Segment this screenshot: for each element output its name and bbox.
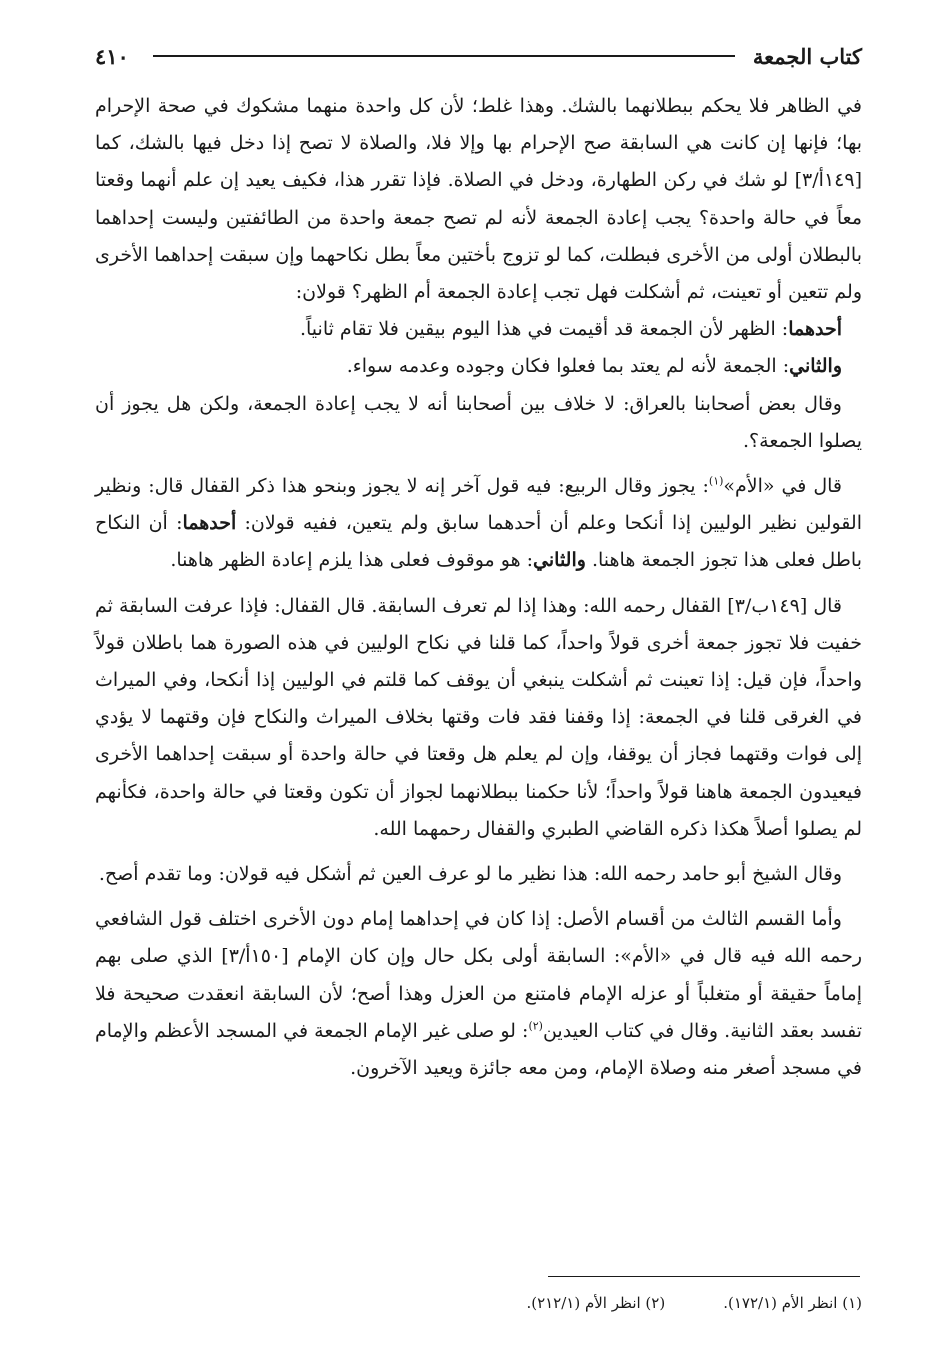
page-header [95, 38, 862, 74]
footnote-rule [548, 1276, 860, 1277]
paragraph-text: قال في «الأم» [723, 475, 842, 498]
paragraph [95, 348, 862, 385]
paragraph [95, 311, 862, 348]
paragraph-text: : أن النكاح باطل فعلى هذا تجوز الجمعة هاهنا. [95, 512, 862, 572]
paragraph-text: : هو موقوف فعلى هذا يلزم إعادة الظهر هاهنا. [170, 549, 534, 572]
paragraph: وقال الشيخ أبو حامد رحمه الله: هذا نظير ما لو عرف العين ثم أشكل فيه قولان: وما تقدم أصح. [98, 863, 842, 886]
paragraph [95, 901, 862, 1087]
lead-word: أحدهما [182, 512, 237, 535]
paragraph-text: : الظهر لأن الجمعة قد أقيمت في هذا اليوم بيقين فلا تقام ثانياً. [299, 318, 789, 341]
book-title: كتاب الجمعة [752, 43, 862, 69]
page-number: ٤١٠ [95, 43, 129, 69]
header-rule [153, 55, 735, 57]
lead-word: والثاني [789, 355, 842, 378]
footnote: (١) انظر الأم (١٧٢/١). [723, 1294, 862, 1312]
paragraph-text: : لو صلى غير الإمام الجمعة في المسجد الأعظم والإمام في مسجد أصغر منه وصلاة الإمام، ومن معه جائزة ويعيد الآخرون. [95, 1019, 862, 1080]
body-text [95, 88, 862, 1087]
footnote: (٢) انظر الأم (٢١٢/١). [526, 1294, 666, 1312]
paragraph: وقال بعض أصحابنا بالعراق: لا خلاف بين أصحابنا أنه لا يجب إعادة الجمعة، ولكن هل يجوز أن يصلوا الجمعة؟. [95, 392, 862, 452]
footnote-ref: (١) [708, 474, 724, 488]
paragraph [95, 468, 862, 580]
lead-word: أحدهما [788, 318, 842, 341]
paragraph: قال [١٤٩ب/٣] القفال رحمه الله: وهذا إذا لم تعرف السابقة. قال القفال: فإذا عرفت السابقة ثم خفيت فلا تجوز جمعة أخرى قولاً واحداً، كما قلنا في نكاح الوليين في هذه الصورة هما باطلان قولاً واحداً، فإن قيل: إذا تعينت ثم أشكلت ينبغي أن يوقف كما قلتم في الوليين إذا أنكحا، وفي الميراث في الغرقى قلنا في الجمعة: إذا وقفنا فقد فات وقتها بخلاف الميراث والنكاح فإن وقتهما لا يؤدي إلى فوات وقتهما فجاز أن يوقفا، وإن لم يعلم هل وقعتا في حالة واحدة أو سبقت إحداهما الأخرى فيعيدون الجمعة هاهنا قولاً واحداً؛ لأنا حكمنا ببطلانهما لجواز أن تكون وقعتا في حالة واحدة، فكأنهم لم يصلوا أصلاً هكذا ذكره القاضي الطبري والقفال رحمهما الله. [95, 594, 862, 840]
paragraph-text: وأما القسم الثالث من أقسام الأصل: إذا كان في إحداهما إمام دون الأخرى اختلف قول الشافعي رحمه الله فيه قال في «الأم»: السابقة أولى بكل حال وإن كان الإمام [١٥٠أ/٣] الذي صلى بهم إماماً حقيقة أو متغلباً أو عزله الإمام فامتنع من العزل وهذا أصح؛ لأن السابقة انعقدت صحيحة فلا تفسد بعقد الثانية. وقال في كتاب العيدين [95, 908, 862, 1042]
footnotes [302, 1291, 862, 1315]
paragraph-text: : الجمعة لأنه لم يعتد بما فعلوا فكان وجوده وعدمه سواء. [346, 355, 790, 378]
page [95, 38, 862, 1087]
lead-word: والثاني [533, 549, 586, 572]
footnote-ref: (٢) [528, 1019, 543, 1033]
paragraph-text: : يجوز وقال الربيع: فيه قول آخر إنه لا يجوز وبنحو هذا ذكر القفال قال: ونظير القولين نظير الوليين إذا أنكحا وعلم أن أحدهما سابق ولم يتعين، ففيه قولان: [95, 475, 862, 535]
paragraph: في الظاهر فلا يحكم ببطلانهما بالشك. وهذا غلط؛ لأن كل واحدة منهما مشكوك في صحة الإحرام بها؛ فإنها إن كانت هي السابقة صح الإحرام بها وإلا فلا، والصلاة لا تصح إذا دخل فيها بالشك، كما [١٤٩أ/٣] لو شك في ركن الطهارة، ودخل في الصلاة. فإذا تقرر هذا، فكيف يعيد إن علم أنهما وقعتا معاً في حالة واحدة؟ يجب إعادة الجمعة لأنه لم تصح جمعة واحدة من الطائفتين وليست إحداهما بالبطلان أولى من الأخرى فبطلت، كما لو تزوج بأختين معاً بطل نكاحهما وإن سبقت إحداهما الأخرى ولم تتعين أو تعينت، ثم أشكلت فهل تجب إعادة الجمعة أم الظهر؟ قولان: [95, 95, 862, 304]
